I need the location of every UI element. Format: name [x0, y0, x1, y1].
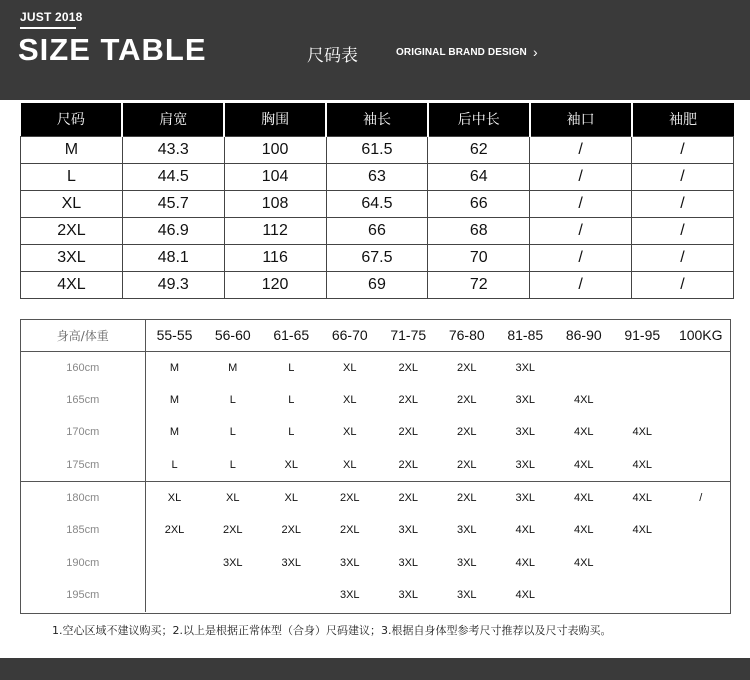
fit-cell — [672, 547, 731, 580]
size-cell: 70 — [428, 244, 530, 271]
col-header: 袖肥 — [632, 103, 734, 136]
fit-cell: 2XL — [398, 458, 419, 471]
fit-cell — [672, 416, 731, 449]
size-cell: / — [530, 190, 632, 217]
size-cell: / — [530, 136, 632, 163]
size-cell: / — [530, 271, 632, 298]
size-row — [21, 136, 734, 163]
fit-chart-table — [21, 320, 730, 612]
size-cell: 45.7 — [122, 190, 224, 217]
size-row — [21, 244, 734, 271]
size-cell: 68 — [428, 217, 530, 244]
size-cell: / — [632, 163, 734, 190]
fit-cell: 4XL — [632, 426, 653, 439]
size-cell: 61.5 — [326, 136, 428, 163]
size-cell: 64.5 — [326, 190, 428, 217]
size-cell: 43.3 — [122, 136, 224, 163]
fit-cell: 2XL — [281, 524, 302, 537]
height-label: 170cm — [21, 416, 145, 449]
fit-cell — [672, 449, 731, 482]
fit-cell: 2XL — [398, 393, 419, 406]
fit-cell: L — [229, 458, 236, 471]
size-label: XL — [21, 190, 123, 217]
fit-cell — [145, 579, 204, 612]
fit-cell: 3XL — [398, 524, 419, 537]
footer-bar — [0, 658, 750, 680]
fit-row — [21, 579, 730, 612]
size-cell: 62 — [428, 136, 530, 163]
fit-cell: 2XL — [456, 426, 477, 439]
size-cell: / — [632, 217, 734, 244]
size-cell: 48.1 — [122, 244, 224, 271]
fit-cell — [613, 351, 672, 384]
fit-cell: L — [288, 393, 295, 406]
size-cell: 44.5 — [122, 163, 224, 190]
fit-cell — [613, 384, 672, 417]
size-cell: 63 — [326, 163, 428, 190]
fit-cell: 2XL — [339, 524, 360, 537]
size-cell: 112 — [224, 217, 326, 244]
fit-cell: XL — [145, 481, 204, 514]
fit-cell — [613, 579, 672, 612]
fit-cell — [672, 384, 731, 417]
weight-header: 100KG — [672, 320, 731, 351]
kicker-text: JUST 2018 — [20, 10, 83, 24]
fit-cell — [613, 547, 672, 580]
fit-cell: M — [169, 426, 180, 439]
size-label: 2XL — [21, 217, 123, 244]
size-row — [21, 163, 734, 190]
height-label: 185cm — [21, 514, 145, 547]
size-table — [20, 103, 734, 299]
fit-cell: 3XL — [515, 458, 536, 471]
size-cell: 104 — [224, 163, 326, 190]
corner-label: 身高/体重 — [21, 320, 145, 351]
fit-cell — [555, 579, 614, 612]
fit-cell: L — [229, 393, 236, 406]
size-cell: 66 — [326, 217, 428, 244]
size-label: L — [21, 163, 123, 190]
fit-cell: 4XL — [613, 481, 672, 514]
fit-cell: 2XL — [438, 481, 497, 514]
size-cell: 108 — [224, 190, 326, 217]
size-cell: 67.5 — [326, 244, 428, 271]
fit-cell — [262, 579, 321, 612]
fit-cell — [145, 547, 204, 580]
fit-cell: XL — [262, 481, 321, 514]
fit-cell: 3XL — [222, 556, 243, 569]
fit-cell: 3XL — [398, 589, 419, 602]
fit-cell: 2XL — [398, 361, 419, 374]
weight-header: 86-90 — [555, 320, 614, 351]
fit-cell: 2XL — [164, 524, 185, 537]
fit-cell: M — [169, 361, 180, 374]
fit-cell: 3XL — [456, 556, 477, 569]
size-cell: / — [632, 190, 734, 217]
kicker-underline — [20, 27, 76, 29]
size-cell: 116 — [224, 244, 326, 271]
fit-cell: 4XL — [573, 393, 594, 406]
fit-cell: L — [288, 426, 295, 439]
fit-cell: 4XL — [573, 458, 594, 471]
size-cell: / — [530, 244, 632, 271]
size-cell: / — [632, 136, 734, 163]
size-row — [21, 190, 734, 217]
fit-cell: M — [228, 361, 238, 374]
fit-cell: 3XL — [456, 524, 477, 537]
fit-cell: / — [672, 481, 731, 514]
fit-cell: XL — [343, 426, 357, 439]
fit-cell: 3XL — [339, 589, 360, 602]
col-header: 袖口 — [530, 103, 632, 136]
fit-chart-header-row — [21, 320, 730, 351]
fit-cell: 4XL — [573, 556, 594, 569]
fit-cell: 3XL — [515, 361, 536, 374]
size-label: M — [21, 136, 123, 163]
weight-header: 71-75 — [379, 320, 438, 351]
fit-cell: 4XL — [632, 524, 653, 537]
size-row — [21, 217, 734, 244]
fit-chart — [20, 319, 731, 614]
fit-cell: 3XL — [339, 556, 360, 569]
size-row — [21, 271, 734, 298]
height-label: 180cm — [21, 481, 145, 514]
size-label: 4XL — [21, 271, 123, 298]
page-title: SIZE TABLE — [18, 32, 207, 67]
fit-cell: 4XL — [515, 589, 536, 602]
fit-row — [21, 384, 730, 417]
height-label: 160cm — [21, 351, 145, 384]
height-label: 195cm — [21, 579, 145, 612]
size-table-body — [21, 136, 734, 298]
fit-cell — [672, 579, 731, 612]
fit-cell: 4XL — [515, 556, 536, 569]
fit-cell: 3XL — [515, 393, 536, 406]
col-header: 胸围 — [224, 103, 326, 136]
header-banner — [0, 0, 750, 100]
fit-cell: 2XL — [456, 393, 477, 406]
weight-header: 81-85 — [496, 320, 555, 351]
fit-cell — [204, 579, 263, 612]
fit-cell: 3XL — [515, 426, 536, 439]
fit-cell: 2XL — [321, 481, 380, 514]
size-cell: / — [530, 163, 632, 190]
fit-cell: 2XL — [456, 458, 477, 471]
size-cell: / — [530, 217, 632, 244]
col-header: 尺码 — [21, 103, 123, 136]
fit-row — [21, 481, 730, 514]
col-header: 后中长 — [428, 103, 530, 136]
chevron-right-icon: › — [533, 44, 538, 60]
weight-header: 66-70 — [321, 320, 380, 351]
height-label: 190cm — [21, 547, 145, 580]
fit-chart-body — [21, 351, 730, 612]
size-cell: / — [632, 244, 734, 271]
fit-cell: 3XL — [496, 481, 555, 514]
fit-cell: XL — [343, 458, 357, 471]
size-cell: 120 — [224, 271, 326, 298]
fit-cell: 2XL — [456, 361, 477, 374]
fit-cell: 2XL — [398, 426, 419, 439]
height-label: 175cm — [21, 449, 145, 482]
size-cell: 100 — [224, 136, 326, 163]
fit-cell: 4XL — [573, 524, 594, 537]
size-cell: 49.3 — [122, 271, 224, 298]
fit-cell: 4XL — [515, 524, 536, 537]
fit-cell — [672, 514, 731, 547]
fit-cell: 2XL — [222, 524, 243, 537]
fit-cell — [555, 351, 614, 384]
fit-cell: 4XL — [573, 426, 594, 439]
weight-header: 91-95 — [613, 320, 672, 351]
fit-cell: 4XL — [632, 458, 653, 471]
col-header: 袖长 — [326, 103, 428, 136]
cn-title: 尺码表 — [307, 46, 358, 66]
col-header: 肩宽 — [122, 103, 224, 136]
fit-cell: XL — [204, 481, 263, 514]
fit-cell: XL — [343, 393, 357, 406]
fit-cell: L — [171, 458, 178, 471]
fit-row — [21, 514, 730, 547]
size-cell: 69 — [326, 271, 428, 298]
fit-row — [21, 351, 730, 384]
fit-cell — [672, 351, 731, 384]
fit-cell: 3XL — [456, 589, 477, 602]
weight-header: 76-80 — [438, 320, 497, 351]
fit-cell: L — [229, 426, 236, 439]
fit-cell: 2XL — [379, 481, 438, 514]
fit-cell: XL — [343, 361, 357, 374]
weight-header: 55-55 — [145, 320, 204, 351]
fit-cell: 3XL — [398, 556, 419, 569]
size-cell: 72 — [428, 271, 530, 298]
weight-header: 56-60 — [204, 320, 263, 351]
fit-cell: XL — [284, 458, 298, 471]
size-cell: / — [632, 271, 734, 298]
size-cell: 66 — [428, 190, 530, 217]
fit-row — [21, 547, 730, 580]
fit-cell: L — [288, 361, 295, 374]
fit-row — [21, 449, 730, 482]
fit-cell: M — [169, 393, 180, 406]
weight-header: 61-65 — [262, 320, 321, 351]
height-label: 165cm — [21, 384, 145, 417]
size-table-header-row — [21, 103, 734, 136]
brand-tagline: ORIGINAL BRAND DESIGN — [396, 47, 527, 58]
size-label: 3XL — [21, 244, 123, 271]
fit-cell: 3XL — [281, 556, 302, 569]
fit-cell: 4XL — [555, 481, 614, 514]
fit-row — [21, 416, 730, 449]
size-cell: 46.9 — [122, 217, 224, 244]
size-cell: 64 — [428, 163, 530, 190]
footnote: 1.空心区域不建议购买；2.以上是根据正常体型（合身）尺码建议；3.根据自身体型参考尺寸推荐以及尺寸表购买。 — [52, 624, 612, 637]
